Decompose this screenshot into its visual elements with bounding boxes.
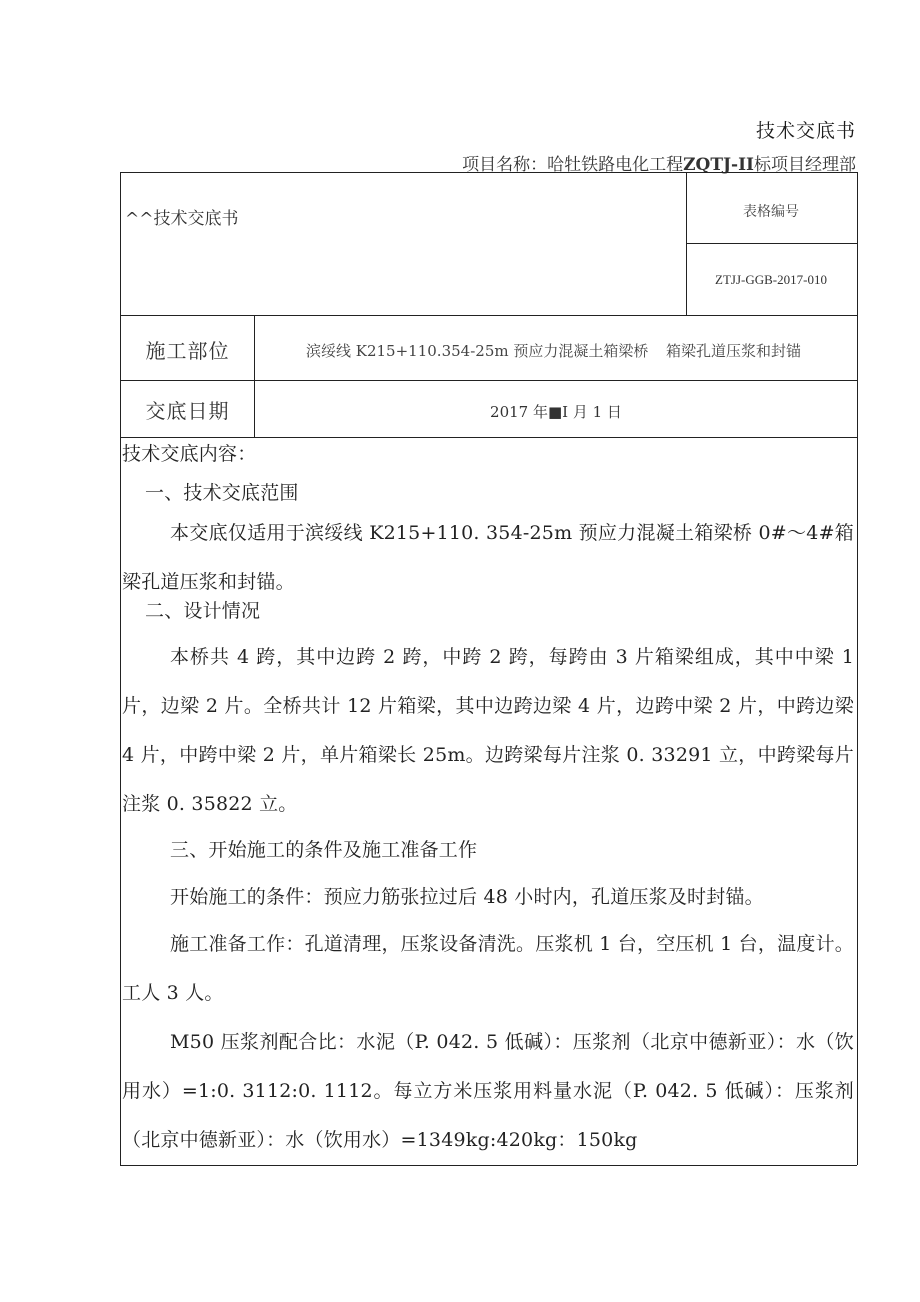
section-1-paragraph: 本交底仅适用于滨绥线 K215+110. 354-25m 预应力混凝土箱梁桥 0#～4#箱梁孔道压浆和封锚。: [122, 522, 854, 593]
project-name-bold: ZQTJ-II: [683, 155, 754, 175]
section-1-title: 一、技术交底范围: [145, 482, 299, 504]
section-3-paragraph-1: 开始施工的条件：预应力筋张拉过后 48 小时内，孔道压浆及时封锚。: [170, 886, 764, 908]
form-number-value: ZTJJ-GGB-2017-010: [715, 272, 827, 287]
section-2-title: 二、设计情况: [145, 600, 261, 622]
table-divider-header: [120, 315, 857, 316]
table-divider-formcol: [686, 172, 687, 315]
document-title: 技术交底书: [755, 120, 856, 142]
section-3-paragraph-2: 施工准备工作：孔道清理，压浆设备清洗。压浆机 1 台，空压机 1 台，温度计。工人 3 人。: [122, 933, 854, 1004]
table-border-top: [120, 172, 857, 173]
content-heading: 技术交底内容：: [122, 443, 257, 465]
project-name-suffix: 标项目经理部: [754, 155, 856, 175]
table-border-bottom: [120, 1165, 857, 1166]
table-divider-location: [120, 380, 857, 381]
section-3-paragraph-3: M50 压浆剂配合比：水泥（P. 042. 5 低碱）：压浆剂（北京中德新亚）：水（饮用水）=1:0. 3112:0. 1112。每立方米压浆用料量水泥（P. 042. 5 低碱）：压浆剂（北京中德新亚）：水（饮用水）=1349kg:420kg：150kg: [122, 1031, 854, 1151]
section-2-paragraph: 本桥共 4 跨，其中边跨 2 跨，中跨 2 跨，每跨由 3 片箱梁组成，其中中梁 1 片，边梁 2 片。全桥共计 12 片箱梁，其中边跨边梁 4 片，边跨中梁 2 片，中跨边梁 4 片，中跨中梁 2 片，单片箱梁长 25m。边跨梁每片注浆 0. 33291 立，中跨梁每片注浆 0. 35822 立。: [122, 646, 854, 815]
form-number-label: 表格编号: [743, 204, 799, 220]
header-title: ^^技术交底书: [125, 209, 239, 229]
location-value: 滨绥线 K215+110.354-25m 预应力混凝土箱梁桥: [306, 342, 649, 360]
project-name-prefix: 哈牡铁路电化工程: [547, 155, 684, 175]
location-label: 施工部位: [145, 339, 230, 363]
project-label: 项目名称：: [462, 155, 548, 175]
location-value-detail: 箱梁孔道压浆和封锚: [666, 342, 802, 360]
table-divider-formno: [686, 243, 857, 244]
date-value: 2017 年■I 月 1 日: [490, 403, 622, 421]
date-label: 交底日期: [145, 399, 230, 423]
section-3-title: 三、开始施工的条件及施工准备工作: [170, 839, 478, 861]
table-border-left: [120, 172, 121, 1165]
table-border-right: [857, 172, 858, 1165]
